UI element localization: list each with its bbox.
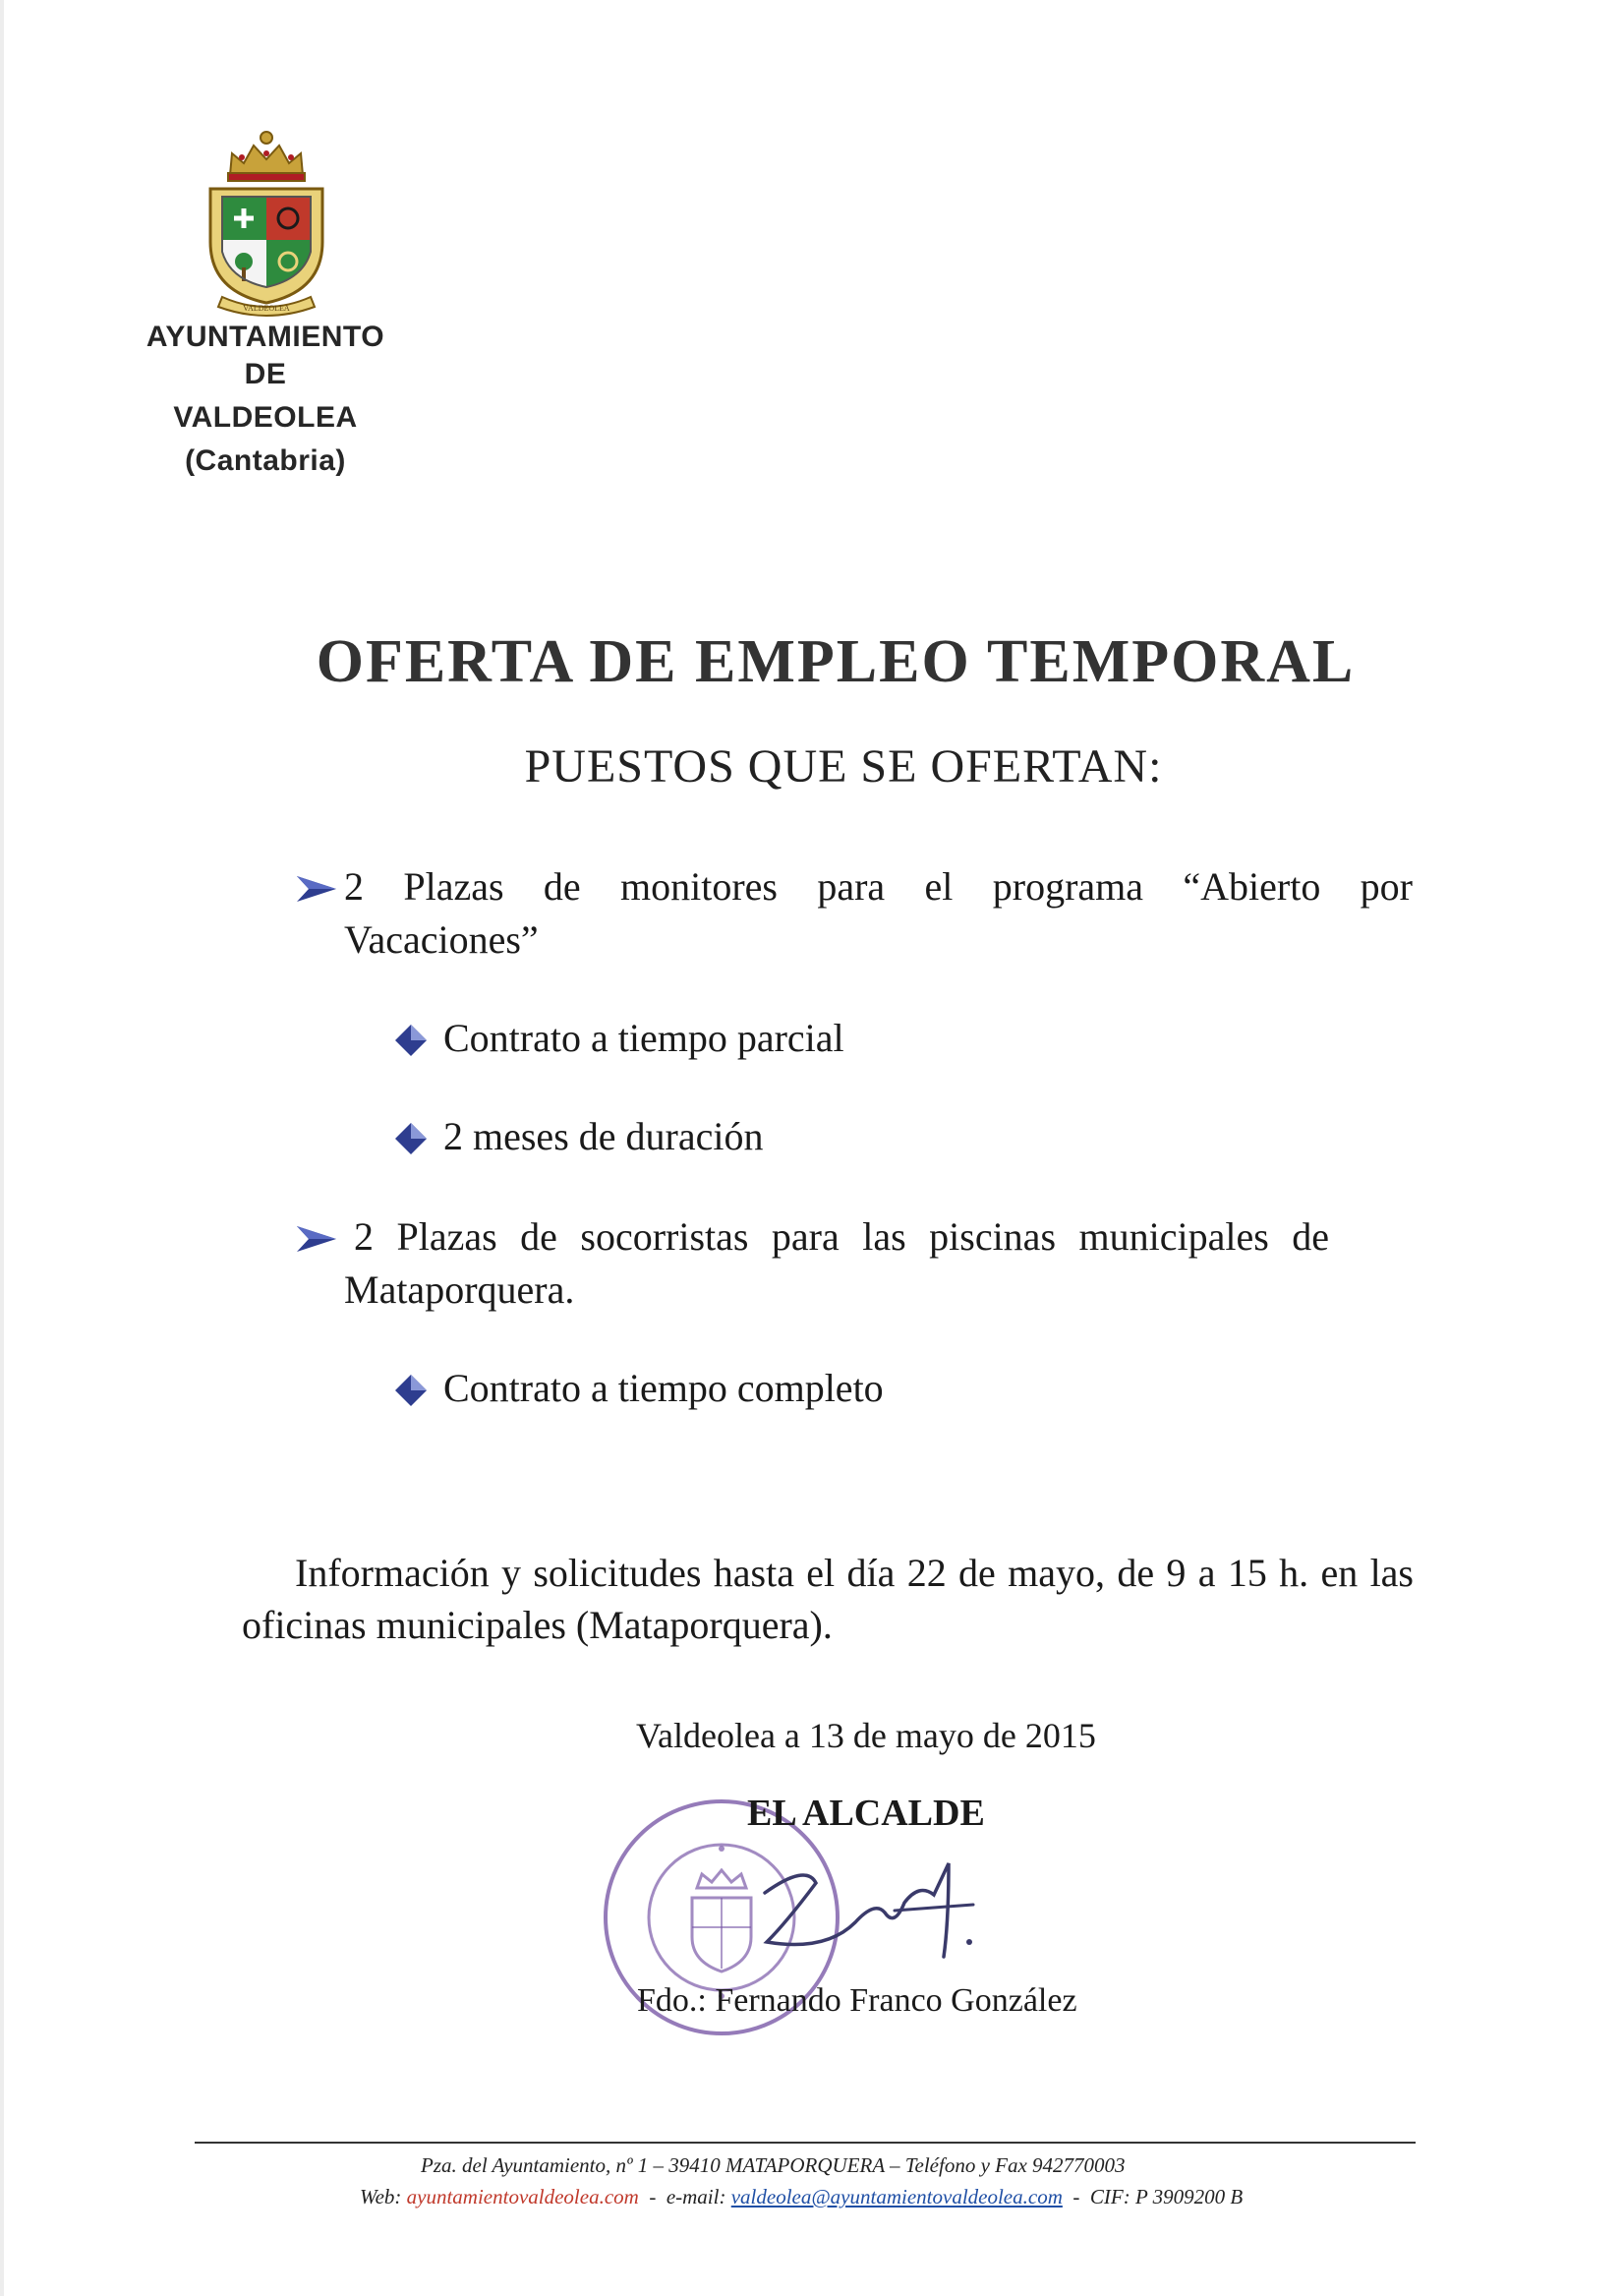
org-name-line-2: DE bbox=[244, 358, 287, 390]
coat-of-arms-logo bbox=[193, 124, 340, 321]
handwritten-signature bbox=[747, 1824, 983, 1981]
separator: - bbox=[1072, 2185, 1080, 2208]
signed-by: Fdo.: Fernando Franco González bbox=[637, 1982, 1077, 2019]
arrow-bullet-icon bbox=[295, 872, 338, 906]
diamond-bullet-icon bbox=[394, 1122, 428, 1155]
footer-contact bbox=[360, 2185, 1243, 2209]
position-2-line-1: 2 Plazas de socorristas para las piscinas municipales de bbox=[354, 1214, 1329, 1259]
position-1-line-2: Vacaciones” bbox=[344, 917, 539, 962]
diamond-bullet-icon bbox=[394, 1024, 428, 1057]
website-link[interactable]: ayuntamientovaldeolea.com bbox=[406, 2185, 639, 2208]
position-1-detail-1: Contrato a tiempo parcial bbox=[443, 1016, 844, 1060]
position-1-detail-2: 2 meses de duración bbox=[443, 1114, 764, 1158]
footer-address: Pza. del Ayuntamiento, nº 1 – 39410 MATAPORQUERA – Teléfono y Fax 942770003 bbox=[421, 2153, 1126, 2177]
cif-number: CIF: P 3909200 B bbox=[1089, 2185, 1244, 2208]
position-2-line-2: Mataporquera. bbox=[344, 1267, 575, 1312]
signer-title: EL ALCALDE bbox=[747, 1793, 985, 1834]
org-name-line-1: AYUNTAMIENTO bbox=[145, 321, 385, 353]
separator: - bbox=[649, 2185, 657, 2208]
email-label: e-mail: bbox=[666, 2185, 726, 2208]
info-line-1: Información y solicitudes hasta el día 22 de mayo, de 9 a 15 h. en las bbox=[295, 1551, 1414, 1595]
position-2-detail-1: Contrato a tiempo completo bbox=[443, 1366, 884, 1410]
org-region: (Cantabria) bbox=[185, 444, 346, 477]
info-line-2: oficinas municipales (Mataporquera). bbox=[242, 1603, 833, 1647]
date-line: Valdeolea a 13 de mayo de 2015 bbox=[636, 1716, 1096, 1755]
footer-divider bbox=[195, 2142, 1416, 2144]
arrow-bullet-icon bbox=[295, 1222, 338, 1256]
email-link[interactable]: valdeolea@ayuntamientovaldeolea.com bbox=[730, 2185, 1063, 2208]
position-1-line-1: 2 Plazas de monitores para el programa “Abierto por bbox=[344, 864, 1413, 909]
svg-text:VALDEOLEA: VALDEOLEA bbox=[243, 304, 290, 313]
document-title: OFERTA DE EMPLEO TEMPORAL bbox=[316, 628, 1356, 695]
web-label: Web: bbox=[360, 2185, 402, 2208]
document-subtitle: PUESTOS QUE SE OFERTAN: bbox=[524, 740, 1163, 793]
org-name-line-3: VALDEOLEA bbox=[173, 401, 358, 434]
diamond-bullet-icon bbox=[394, 1374, 428, 1407]
